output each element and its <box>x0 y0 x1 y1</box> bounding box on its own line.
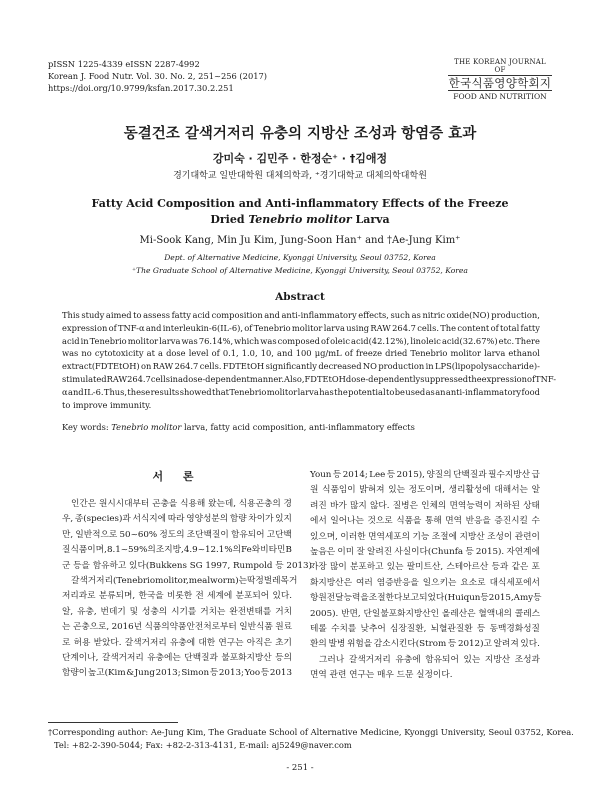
authors-korean: 강미숙 · 김민주 · 한정순⁺ · †김애정 <box>212 152 388 165</box>
title-korean: 동결건조 갈색거저리 유충의 지방산 조성과 항염증 효과 <box>123 126 477 142</box>
body-line: 테롤 수치를 낮추어 심장질환, 뇌혈관질환 등 동맥경화성질 <box>310 623 540 634</box>
body-line: 면역 관련 연구는 매우 드문 실정이다. <box>310 670 453 681</box>
body-line: 2005). 반면, 단일불포화지방산인 올레산은 혈액내의 콜레스 <box>310 608 540 619</box>
body-line: 에서 일어나는 것으로 식품을 통해 면역 반응을 증진시킬 수 <box>310 516 540 527</box>
body-line: 그러나 갈색거저리 유충에 함유되어 있는 지방산 조성과 <box>319 654 540 665</box>
body-line: Youn 등 2014; Lee 등 2015), 양질의 단백질과 필수지방산 급 <box>310 470 540 480</box>
affiliation-english-2: ⁺The Graduate School of Alternative Medicine, Kyonggi University, Seoul 03752, Korea <box>132 266 468 275</box>
journal-logo-top: THE KOREAN JOURNAL OF <box>448 58 552 76</box>
body-line: 만, 일반적으로 50~60% 정도의 조단백질이 함유되어 고단백 <box>62 529 292 540</box>
body-line: 화지방산은 여러 염증반응을 일으키는 요소로 대식세포에서 <box>310 577 540 588</box>
body-line: 우, 종(species)과 서식지에 따라 영양성분의 함량 차이가 있지 <box>62 514 292 525</box>
body-line: 환의 발병 위험을 감소시킨다(Strom 등 2012)고 알려져 있다. <box>310 639 540 650</box>
footnote-line2: Tel: +82-2-390-5044; Fax: +82-2-313-4131, E-mail: aj5249@naver.com <box>54 739 352 750</box>
abstract-body <box>62 309 557 411</box>
authors-english: Mi-Sook Kang, Min Ju Kim, Jung-Soon Han⁺ and †Ae-Jung Kim⁺ <box>139 235 461 246</box>
body-line: 인간은 원시시대부터 곤충을 식용해 왔는데, 식용곤충의 경 <box>71 499 292 509</box>
body-line: 있으며, 이러한 면역세포의 기능 조절에 지방산 조성이 관련이 <box>310 531 540 542</box>
abstract-line: acid in Tenebrio molitor larva was 76.14%, which was composed of oleic acid(42.12%), linoleic acid(32.67%) etc. There <box>62 335 540 346</box>
title-english-line1: Fatty Acid Composition and Anti-inflammatory Effects of the Freeze <box>91 197 509 210</box>
abstract-line: to improve immunity. <box>62 399 152 410</box>
journal-citation-block <box>48 58 267 94</box>
journal-header <box>48 58 552 101</box>
keywords: Key words: Tenebrio molitor larva, fatty acid composition, anti-inflammatory effects <box>62 422 415 432</box>
body-line: 로 허용 받았다. 갈색거저리 유충에 대한 연구는 아직은 초기 <box>62 637 292 648</box>
body-line: 함량이 높고(Kim & Jung 2013; Simon 등 2013; Yoo 등 2013 <box>62 668 292 679</box>
body-line: 가장 많이 분포하고 있는 팔미트산, 스테아르산 등과 같은 포 <box>310 562 540 573</box>
title-english <box>0 196 600 228</box>
issn-line: pISSN 1225-4339 eISSN 2287-4992 <box>48 59 200 69</box>
body-line: 단계이나, 갈색거저리 유충에는 단백질과 불포화지방산 등의 <box>62 652 292 663</box>
body-line: 는 곤충으로, 2016년 식품의약품안전처로부터 일반식품 원료 <box>62 622 292 633</box>
body-line: 군 등을 함유하고 있다(Bukkens SG 1997, Rumpold 등 2013). <box>62 560 315 571</box>
journal-logo <box>448 58 552 101</box>
abstract-line: This study aimed to assess fatty acid composition and anti-inflammatory effects, such as nitric oxide(NO) production, <box>62 310 540 320</box>
body-line: 알, 유충, 번데기 및 성충의 시기를 거치는 완전변태를 거치 <box>62 606 292 617</box>
footnote-line1: †Corresponding author: Ae-Jung Kim, The Graduate School of Alternative Medicine, Kyonggi University, Seoul 03752, Korea. <box>48 727 574 737</box>
affiliation-korean: 경기대학교 일반대학원 대체의학과, ⁺경기대학교 대체의학대학원 <box>173 171 427 181</box>
journal-logo-korean: 한국식품영양학회지 <box>448 76 552 90</box>
abstract-line: expression of TNF-α and interleukin-6(IL-6), of Tenebrio molitor larva using RAW 264.7 cells. The content of total fatty <box>62 322 540 333</box>
abstract-line: α and IL-6. Thus, these results showed that Tenebrio molitor larva has the potential to be used as an anti-inflammatory food <box>62 386 540 397</box>
doi-link[interactable]: https://doi.org/10.9799/ksfan.2017.30.2.251 <box>48 83 234 93</box>
footnote-divider <box>48 722 178 723</box>
journal-logo-bottom: FOOD AND NUTRITION <box>448 90 552 101</box>
body-column-left <box>62 497 315 682</box>
corresponding-author-footnote <box>48 726 574 751</box>
body-column-right <box>310 468 540 683</box>
body-line: 원 식품임이 밝혀져 있는 정도이며, 생리활성에 대해서는 알 <box>310 485 540 496</box>
title-english-line2: Dried Tenebrio molitor Larva <box>210 213 390 226</box>
body-line: 려진 바가 많지 않다. 질병은 인체의 면역능력이 저하된 상태 <box>310 500 540 511</box>
species-name: Tenebrio molitor <box>248 213 352 226</box>
page-number: - 251 - <box>286 763 314 773</box>
abstract-line: extract(FDTEtOH) on RAW 264.7 cells. FDTEtOH significantly decreased NO production in LPS(lipopolysaccharide)- <box>62 361 540 372</box>
body-line: 높음은 이미 잘 알려진 사실이다(Chunfa 등 2015). 자연계에 <box>310 546 540 557</box>
body-line: 질 식품이며, 8.1~59%의 조지방, 4.9~12.1%의 Fe와 비타민 B <box>62 545 292 556</box>
abstract-line: stimulated RAW 264.7 cells in a dose-dependent manner. Also, FDTEtOH dose-dependently suppressed the expression of TNF- <box>62 373 557 384</box>
citation-line: Korean J. Food Nutr. Vol. 30. No. 2, 251~256 (2017) <box>48 71 268 81</box>
section-heading-introduction: 서 론 <box>152 470 202 483</box>
affiliation-english <box>0 251 600 277</box>
abstract-line: was no cytotoxicity at a dose level of 0.1, 1.0, 10, and 100 μg/mL of freeze dried Tenebrio molitor larva ethanol <box>62 348 540 359</box>
abstract-heading: Abstract <box>275 291 325 303</box>
body-line: 항원전달능력을 조절한다 보고되었다(Huiqun 등 2015, Amy 등 <box>310 593 542 604</box>
body-line: 저리과로 분류되며, 한국을 비롯한 전 세계에 분포되어 있다. <box>62 591 292 602</box>
body-line: 갈색거저리(Tenebrio molitor, mealworm)는 딱정벌레목 거 <box>71 575 298 586</box>
affiliation-english-1: Dept. of Alternative Medicine, Kyonggi University, Seoul 03752, Korea <box>164 253 436 262</box>
